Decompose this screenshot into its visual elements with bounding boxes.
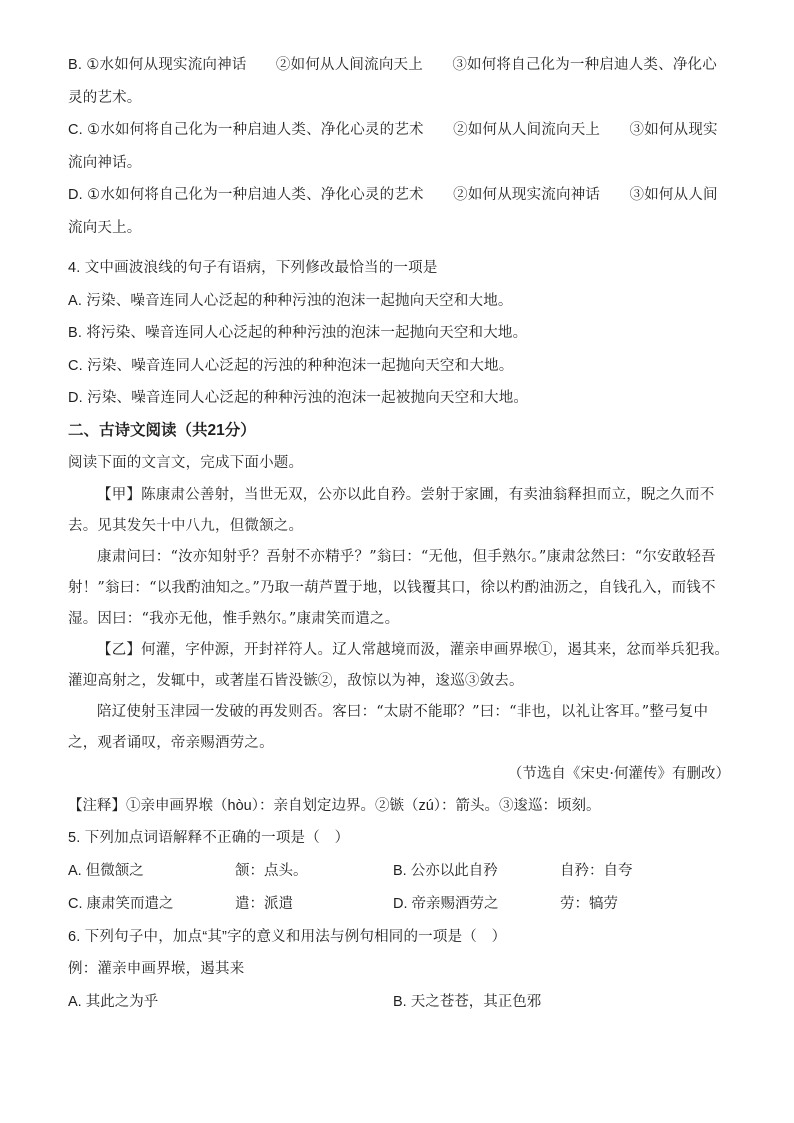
q4-option-d: D. 污染、噪音连同人心泛起的种种污浊的泡沫一起被抛向天空和大地。 (68, 390, 529, 406)
q4-option-b: B. 将污染、噪音连同人心泛起的种种污浊的泡沫一起抛向天空和大地。 (68, 325, 528, 341)
classical-passage (68, 480, 730, 759)
passage-yi-para-1: 【乙】何灌，字仲源，开封祥符人。辽人常越境而汲，灌亲申画界堠①，遏其来，忿而举兵犯我。灌迎高射之，发辄中，或著崖石皆没镞②，敌惊以为神，逡巡③敛去。 (68, 641, 730, 689)
q5-gloss-d: 劳：犒劳 (560, 895, 618, 912)
q4-stem: 4. 文中画波浪线的句子有语病，下列修改最恰当的一项是 (68, 260, 438, 276)
q3-option-d: D. ①水如何将自己化为一种启迪人类、净化心灵的艺术 ②如何从现实流向神话 ③如何从人间流向天上。 (68, 187, 718, 236)
q6-stem: 6. 下列句子中，加点“其”字的意义和用法与例句相同的一项是（ ） (68, 928, 507, 945)
q5-options-row-1 (68, 855, 730, 888)
q6-example: 例：灌亲申画界堠，遏其来 (68, 961, 245, 977)
passage-jia-para-2: 康肃问曰：“汝亦知射乎？吾射不亦精乎？”翁曰：“无他，但手熟尔。”康肃忿然曰：“尔安敢轻吾射！”翁曰：“以我酌油知之。”乃取一葫芦置于地，以钱覆其口，徐以杓酌油沥之，自钱孔入，而钱不湿。因曰：“我亦无他，惟手熟尔。”康肃笑而遣之。 (68, 548, 716, 627)
section-heading: 二、古诗文阅读（共21分） (68, 421, 256, 439)
q6-option-a: A. 其此之为乎 (68, 993, 159, 1010)
q4-option-a: A. 污染、噪音连同人心泛起的种种污浊的泡沫一起抛向天空和大地。 (68, 292, 513, 309)
q5-option-d: D. 帝亲赐酒劳之 (393, 895, 499, 912)
q5-options-row-2 (68, 888, 730, 921)
q3-option-c: C. ①水如何将自己化为一种启迪人类、净化心灵的艺术 ②如何从人间流向天上 ③如何从现实流向神话。 (68, 122, 718, 171)
q5-gloss-c: 遣：派遣 (235, 895, 293, 912)
passage-yi-para-2: 陪辽使射玉津园一发破的再发则否。客曰：“太尉不能耶？”曰：“非也，以礼让客耳。”整弓复中之，观者诵叹，帝亲赐酒劳之。 (68, 703, 709, 751)
q6-option-b: B. 天之苍苍，其正色邪 (393, 993, 542, 1010)
q6-options-row (68, 986, 730, 1019)
q5-stem: 5. 下列加点词语解释不正确的一项是（ ） (68, 830, 350, 846)
q5-option-a: A. 但微颔之 (68, 862, 144, 879)
q5-option-b: B. 公亦以此自矜 (393, 862, 498, 879)
question-4 (68, 252, 730, 415)
passage-annotations: 【注释】①亲申画界堠（hòu）：亲自划定边界。②镞（zú）：箭头。③逡巡：顷刻。 (68, 797, 601, 814)
reading-instruction: 阅读下面的文言文，完成下面小题。 (68, 455, 304, 471)
q3-option-b: B. ①水如何从现实流向神话 ②如何从人间流向天上 ③如何将自己化为一种启迪人类、净化心灵的艺术。 (68, 57, 717, 106)
q5-option-c: C. 康肃笑而遣之 (68, 895, 174, 912)
question-5 (68, 822, 730, 921)
passage-jia-para-1: 【甲】陈康肃公善射，当世无双，公亦以此自矜。尝射于家圃，有卖油翁释担而立，睨之久而不去。见其发矢十中八九，但微颔之。 (68, 486, 715, 534)
q5-gloss-a: 颔：点头。 (235, 862, 308, 879)
question-6 (68, 921, 730, 1019)
passage-source: （节选自《宋史·何灌传》有删改） (507, 765, 730, 782)
q5-gloss-b: 自矜：自夸 (560, 862, 633, 879)
q4-option-c: C. 污染、噪音连同人心泛起的污浊的种种泡沫一起抛向天空和大地。 (68, 357, 514, 374)
